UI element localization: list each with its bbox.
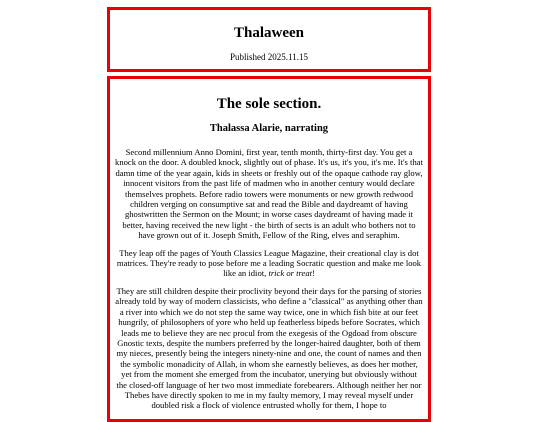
article [107,76,431,422]
site-title: Thalaween [233,25,304,41]
paragraph [115,241,423,279]
section-title: The sole section. [216,96,322,112]
paragraph-text: They leap off the pages of Youth Classics League Magazine, their creational clay is dot matrices. They're ready to pose before me a leading Socratic question and make me look like an idiot, [116,247,422,279]
paragraph: Second millennium Anno Domini, first year, tenth month, thirty-first day. You get a knock on the door. A doubled knock, slightly out of phase. It's us, it's you, it's me. It's that damn time of the year again, kids in sheets or freshly out of the opaque cathode ray glow, innocent visitors from the past life of madmen who in another century would declare themselves prophets. Before radio towers were monuments or new growth redwood children verging on consumptive sat and read the Bible and daydreamt of having ghostwritten the Sermon on the Mount; in worse cases daydreamt of having made it better, having received the new light - the birth of sects is an adult who bothers not to have grown out of it. Joseph Smith, Fellow of the Ring, elves and seraphim. [115,147,423,241]
italic-phrase: trick or treat [268,268,313,279]
byline: Thalassa Alarie, narrating [209,123,329,134]
article-body [110,135,428,411]
paragraph: They are still children despite their proclivity beyond their days for the parsing of stories already told by way of modern classicists, who define a "classical" as anything other than a river into which we do not step the same way twice, one in which fish bite at our feet hungrily, of philosophers of yore who held up featherless bipeds before Socrates, which leads me to believe they are nec procul from the exegesis of the Ogdoad from obscure Gnostic texts, despite the numbers preferred by the longer-haired daughter, both of them my nieces, presently being the integers ninety-nine and one, the count of names and then the symbolic monadicity of Allah, in whom she earnestly believes, as does her mother, yet from the moment she emerged from the incubator, unerying but obviously without the closed-off language of her two most immediate forebearers. Although neither her nor Thebes have directly spoken to me in my faulty memory, I may reveal myself under doubled risk a flock of violence entrusted wholly for them, I hope to [115,285,423,411]
paragraph-punctuation: ! [312,268,315,279]
published-date: Published 2025.11.15 [230,52,308,62]
site-header [107,7,431,72]
